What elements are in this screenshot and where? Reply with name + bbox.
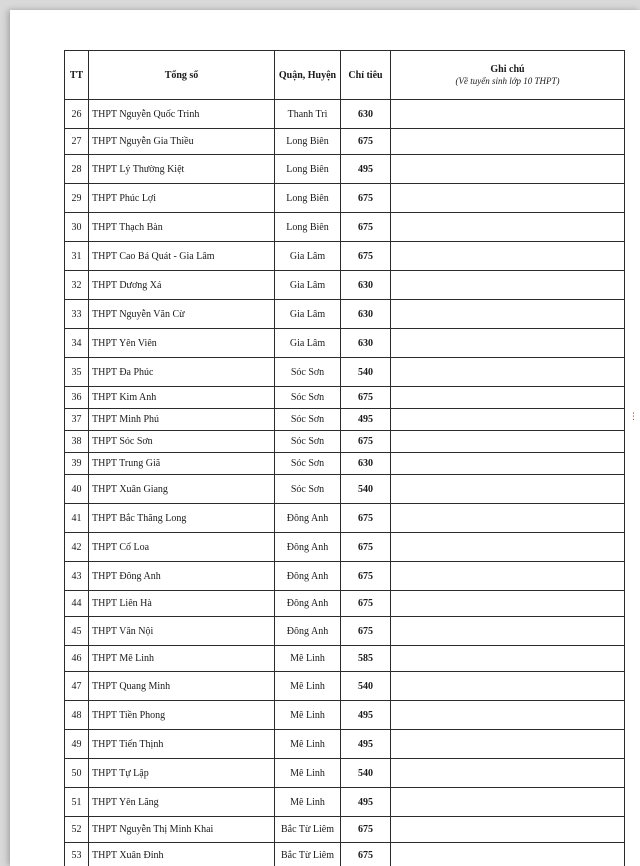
school-name: THPT Lý Thường Kiệt: [89, 155, 275, 184]
school-name: THPT Minh Phú: [89, 409, 275, 431]
school-name: THPT Mê Linh: [89, 646, 275, 672]
district-name: Mê Linh: [275, 788, 341, 817]
quota-value: 675: [341, 242, 391, 271]
note-cell: [391, 155, 625, 184]
row-number: 44: [65, 591, 89, 617]
document-page: [10, 10, 640, 866]
quota-value: 675: [341, 817, 391, 843]
school-name: THPT Xuân Đỉnh: [89, 843, 275, 866]
note-cell: [391, 387, 625, 409]
quota-value: 495: [341, 730, 391, 759]
note-cell: [391, 300, 625, 329]
note-cell: [391, 453, 625, 475]
note-cell: [391, 358, 625, 387]
school-name: THPT Cao Bá Quát - Gia Lâm: [89, 242, 275, 271]
school-name: THPT Kim Anh: [89, 387, 275, 409]
school-name: THPT Sóc Sơn: [89, 431, 275, 453]
row-number: 34: [65, 329, 89, 358]
quota-value: 675: [341, 591, 391, 617]
school-name: THPT Nguyễn Quốc Trinh: [89, 100, 275, 129]
table-row: [65, 701, 625, 730]
table-row: [65, 431, 625, 453]
quota-value: 675: [341, 129, 391, 155]
note-cell: [391, 100, 625, 129]
table-row: [65, 409, 625, 431]
table-row: [65, 817, 625, 843]
school-name: THPT Vân Nội: [89, 617, 275, 646]
table-row: [65, 788, 625, 817]
district-name: Sóc Sơn: [275, 409, 341, 431]
quota-value: 675: [341, 562, 391, 591]
row-number: 35: [65, 358, 89, 387]
district-name: Sóc Sơn: [275, 475, 341, 504]
school-name: THPT Thạch Bàn: [89, 213, 275, 242]
row-number: 27: [65, 129, 89, 155]
school-name: THPT Nguyễn Gia Thiều: [89, 129, 275, 155]
table-row: [65, 184, 625, 213]
school-name: THPT Đông Anh: [89, 562, 275, 591]
quota-value: 630: [341, 329, 391, 358]
note-cell: [391, 562, 625, 591]
note-cell: [391, 271, 625, 300]
note-cell: [391, 213, 625, 242]
row-number: 31: [65, 242, 89, 271]
table-body: [65, 100, 625, 866]
district-name: Bắc Từ Liêm: [275, 843, 341, 866]
quota-value: 540: [341, 759, 391, 788]
note-cell: [391, 409, 625, 431]
table-row: [65, 100, 625, 129]
quota-value: 495: [341, 788, 391, 817]
row-number: 51: [65, 788, 89, 817]
row-number: 41: [65, 504, 89, 533]
district-name: Mê Linh: [275, 646, 341, 672]
note-cell: [391, 788, 625, 817]
school-name: THPT Cổ Loa: [89, 533, 275, 562]
district-name: Đông Anh: [275, 533, 341, 562]
table-row: [65, 271, 625, 300]
table-row: [65, 129, 625, 155]
quota-value: 540: [341, 475, 391, 504]
table-row: [65, 300, 625, 329]
row-number: 47: [65, 672, 89, 701]
admission-quota-table: [64, 50, 625, 866]
row-number: 37: [65, 409, 89, 431]
header-note-subtitle: (Về tuyển sinh lớp 10 THPT): [455, 76, 560, 86]
quota-value: 495: [341, 409, 391, 431]
district-name: Gia Lâm: [275, 242, 341, 271]
quota-value: 630: [341, 271, 391, 300]
table-row: [65, 672, 625, 701]
district-name: Mê Linh: [275, 759, 341, 788]
district-name: Gia Lâm: [275, 300, 341, 329]
row-number: 28: [65, 155, 89, 184]
quota-value: 675: [341, 387, 391, 409]
school-name: THPT Quang Minh: [89, 672, 275, 701]
row-number: 48: [65, 701, 89, 730]
header-tt: TT: [65, 51, 89, 100]
header-note-title: Ghi chú: [490, 64, 525, 75]
row-number: 45: [65, 617, 89, 646]
row-number: 30: [65, 213, 89, 242]
row-number: 52: [65, 817, 89, 843]
row-number: 40: [65, 475, 89, 504]
note-cell: [391, 431, 625, 453]
quota-value: 675: [341, 431, 391, 453]
district-name: Sóc Sơn: [275, 358, 341, 387]
table-row: [65, 155, 625, 184]
school-name: THPT Yên Lãng: [89, 788, 275, 817]
note-cell: [391, 672, 625, 701]
district-name: Long Biên: [275, 213, 341, 242]
header-note: [391, 51, 625, 100]
district-name: Mê Linh: [275, 730, 341, 759]
school-name: THPT Phúc Lợi: [89, 184, 275, 213]
note-cell: [391, 701, 625, 730]
district-name: Đông Anh: [275, 617, 341, 646]
district-name: Long Biên: [275, 155, 341, 184]
district-name: Long Biên: [275, 184, 341, 213]
school-name: THPT Bắc Thăng Long: [89, 504, 275, 533]
header-quota: Chỉ tiêu: [341, 51, 391, 100]
table-row: [65, 453, 625, 475]
note-cell: [391, 617, 625, 646]
note-cell: [391, 184, 625, 213]
school-name: THPT Nguyễn Thị Minh Khai: [89, 817, 275, 843]
row-number: 39: [65, 453, 89, 475]
table-row: [65, 504, 625, 533]
row-number: 33: [65, 300, 89, 329]
note-cell: [391, 475, 625, 504]
quota-value: 630: [341, 100, 391, 129]
table-row: [65, 617, 625, 646]
row-number: 49: [65, 730, 89, 759]
quota-value: 675: [341, 843, 391, 866]
school-name: THPT Xuân Giang: [89, 475, 275, 504]
district-name: Mê Linh: [275, 672, 341, 701]
quota-value: 675: [341, 184, 391, 213]
row-number: 26: [65, 100, 89, 129]
district-name: Mê Linh: [275, 701, 341, 730]
note-cell: [391, 533, 625, 562]
quota-value: 630: [341, 300, 391, 329]
header-name: Tổng số: [89, 51, 275, 100]
table-row: [65, 329, 625, 358]
school-name: THPT Nguyễn Văn Cừ: [89, 300, 275, 329]
district-name: Sóc Sơn: [275, 431, 341, 453]
note-cell: [391, 329, 625, 358]
school-name: THPT Yên Viên: [89, 329, 275, 358]
quota-value: 540: [341, 672, 391, 701]
quota-value: 495: [341, 155, 391, 184]
row-number: 43: [65, 562, 89, 591]
quota-value: 675: [341, 504, 391, 533]
district-name: Long Biên: [275, 129, 341, 155]
district-name: Thanh Trì: [275, 100, 341, 129]
row-number: 38: [65, 431, 89, 453]
note-cell: [391, 843, 625, 866]
row-number: 29: [65, 184, 89, 213]
table-row: [65, 730, 625, 759]
school-name: THPT Dương Xá: [89, 271, 275, 300]
note-cell: [391, 646, 625, 672]
table-row: [65, 242, 625, 271]
quota-value: 675: [341, 617, 391, 646]
note-cell: [391, 817, 625, 843]
district-name: Đông Anh: [275, 504, 341, 533]
school-name: THPT Tự Lập: [89, 759, 275, 788]
school-name: THPT Đa Phúc: [89, 358, 275, 387]
table-row: [65, 387, 625, 409]
district-name: Gia Lâm: [275, 329, 341, 358]
quota-value: 675: [341, 533, 391, 562]
row-number: 32: [65, 271, 89, 300]
row-number: 50: [65, 759, 89, 788]
table-row: [65, 759, 625, 788]
table-row: [65, 213, 625, 242]
school-name: THPT Liên Hà: [89, 591, 275, 617]
quota-value: 675: [341, 213, 391, 242]
row-number: 36: [65, 387, 89, 409]
district-name: Bắc Từ Liêm: [275, 817, 341, 843]
table-header-row: [65, 51, 625, 100]
row-number: 53: [65, 843, 89, 866]
note-cell: [391, 591, 625, 617]
table-row: [65, 562, 625, 591]
school-name: THPT Tiến Thịnh: [89, 730, 275, 759]
district-name: Sóc Sơn: [275, 387, 341, 409]
table-row: [65, 646, 625, 672]
quota-value: 540: [341, 358, 391, 387]
district-name: Gia Lâm: [275, 271, 341, 300]
table-row: [65, 358, 625, 387]
note-cell: [391, 129, 625, 155]
table-row: [65, 475, 625, 504]
table-row: [65, 533, 625, 562]
table-row: [65, 591, 625, 617]
district-name: Đông Anh: [275, 562, 341, 591]
note-cell: [391, 242, 625, 271]
table-row: [65, 843, 625, 866]
note-cell: [391, 504, 625, 533]
quota-value: 630: [341, 453, 391, 475]
row-number: 46: [65, 646, 89, 672]
header-district: Quận, Huyện: [275, 51, 341, 100]
school-name: THPT Tiền Phong: [89, 701, 275, 730]
district-name: Sóc Sơn: [275, 453, 341, 475]
note-cell: [391, 759, 625, 788]
quota-value: 495: [341, 701, 391, 730]
school-name: THPT Trung Giã: [89, 453, 275, 475]
district-name: Đông Anh: [275, 591, 341, 617]
row-number: 42: [65, 533, 89, 562]
edge-stamp-mark: ⋮: [629, 412, 638, 422]
note-cell: [391, 730, 625, 759]
quota-value: 585: [341, 646, 391, 672]
